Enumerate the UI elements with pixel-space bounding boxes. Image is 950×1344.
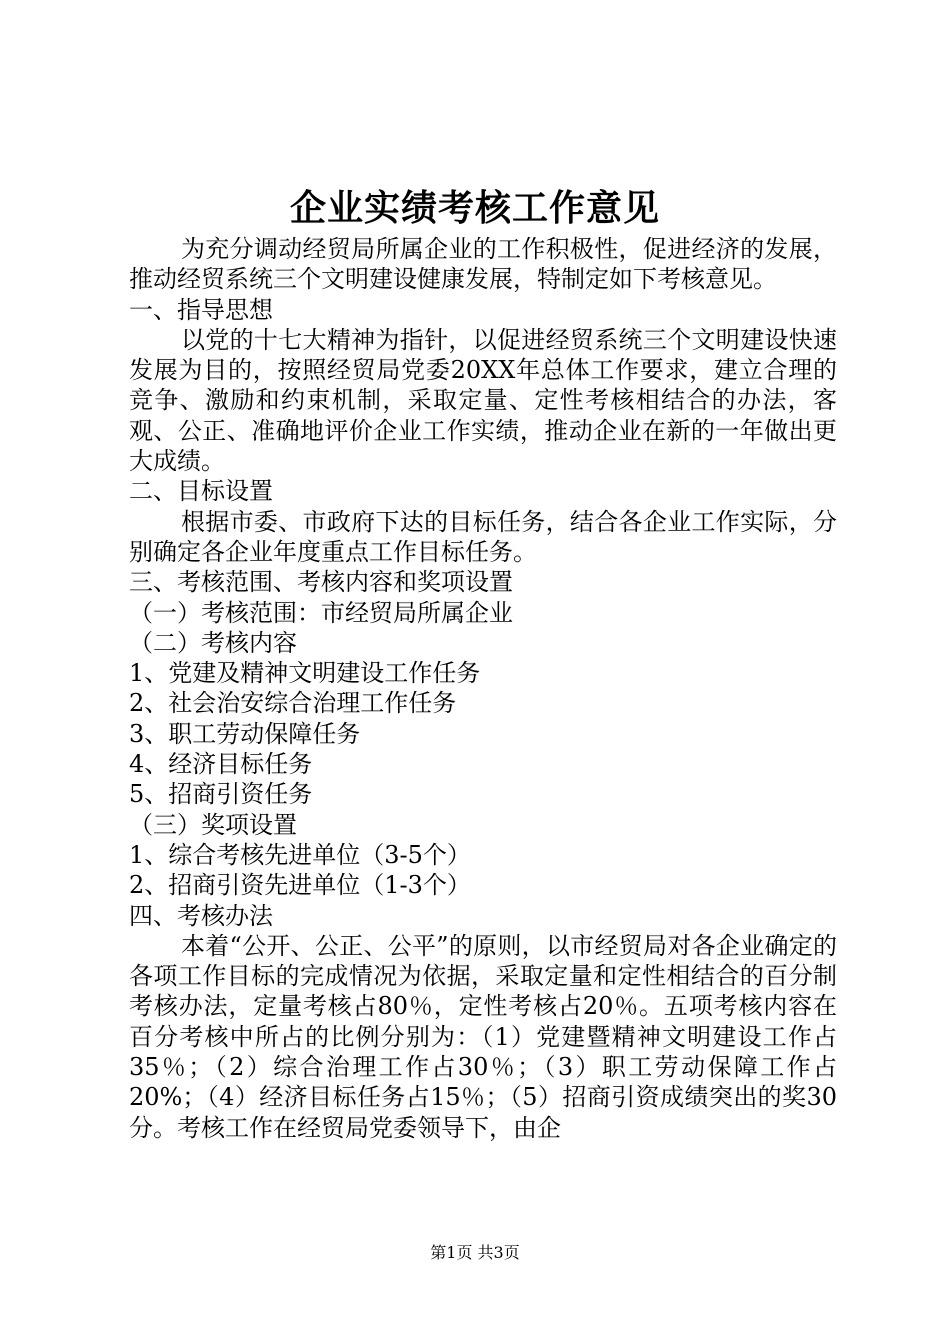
body-paragraph: 本着“公开、公正、公平”的原则，以市经贸局对各企业确定的各项工作目标的完成情况为依据，采取定量和定性相结合的百分制考核办法，定量考核占80％，定性考核占20％。五项考核内容在百分考核中所占的比例分别为：（1）党建暨精神文明建设工作占35％；（2）综合治理工作占30％；（3）职工劳动保障工作占20%；（4）经济目标任务占15％；（5）招商引资成绩突出的奖30分。考核工作在经贸局党委领导下，由企 <box>129 931 837 1142</box>
body-paragraph: 根据市委、市政府下达的目标任务，结合各企业工作实际，分别确定各企业年度重点工作目标任务。 <box>129 507 837 566</box>
list-item: 5、招商引资任务 <box>129 780 313 809</box>
section-heading: 三、考核范围、考核内容和奖项设置 <box>129 568 513 597</box>
subsection-heading: （三）奖项设置 <box>129 810 297 839</box>
section-heading: 四、考核办法 <box>129 901 273 930</box>
page-footer: 第1页 共3页 <box>430 1243 520 1262</box>
list-item: 1、综合考核先进单位（3-5个） <box>129 840 471 869</box>
section-heading: 二、目标设置 <box>129 477 273 506</box>
document-body <box>129 234 837 1143</box>
list-item: 3、职工劳动保障任务 <box>129 719 361 748</box>
subsection-heading: （二）考核内容 <box>129 628 297 657</box>
intro-paragraph: 为充分调动经贸局所属企业的工作积极性，促进经济的发展，推动经贸系统三个文明建设健康发展，特制定如下考核意见。 <box>129 235 837 294</box>
section-heading: 一、指导思想 <box>129 295 273 324</box>
subsection-heading: （一）考核范围：市经贸局所属企业 <box>129 598 513 627</box>
list-item: 4、经济目标任务 <box>129 750 313 779</box>
list-item: 1、党建及精神文明建设工作任务 <box>129 659 481 688</box>
body-paragraph: 以党的十七大精神为指针，以促进经贸系统三个文明建设快速发展为目的，按照经贸局党委20XX年总体工作要求，建立合理的竞争、激励和约束机制，采取定量、定性考核相结合的办法，客观、公正、准确地评价企业工作实绩，推动企业在新的一年做出更大成绩。 <box>129 325 837 476</box>
document-title: 企业实绩考核工作意见 <box>289 187 660 229</box>
list-item: 2、社会治安综合治理工作任务 <box>129 689 457 718</box>
list-item: 2、招商引资先进单位（1-3个） <box>129 871 471 900</box>
